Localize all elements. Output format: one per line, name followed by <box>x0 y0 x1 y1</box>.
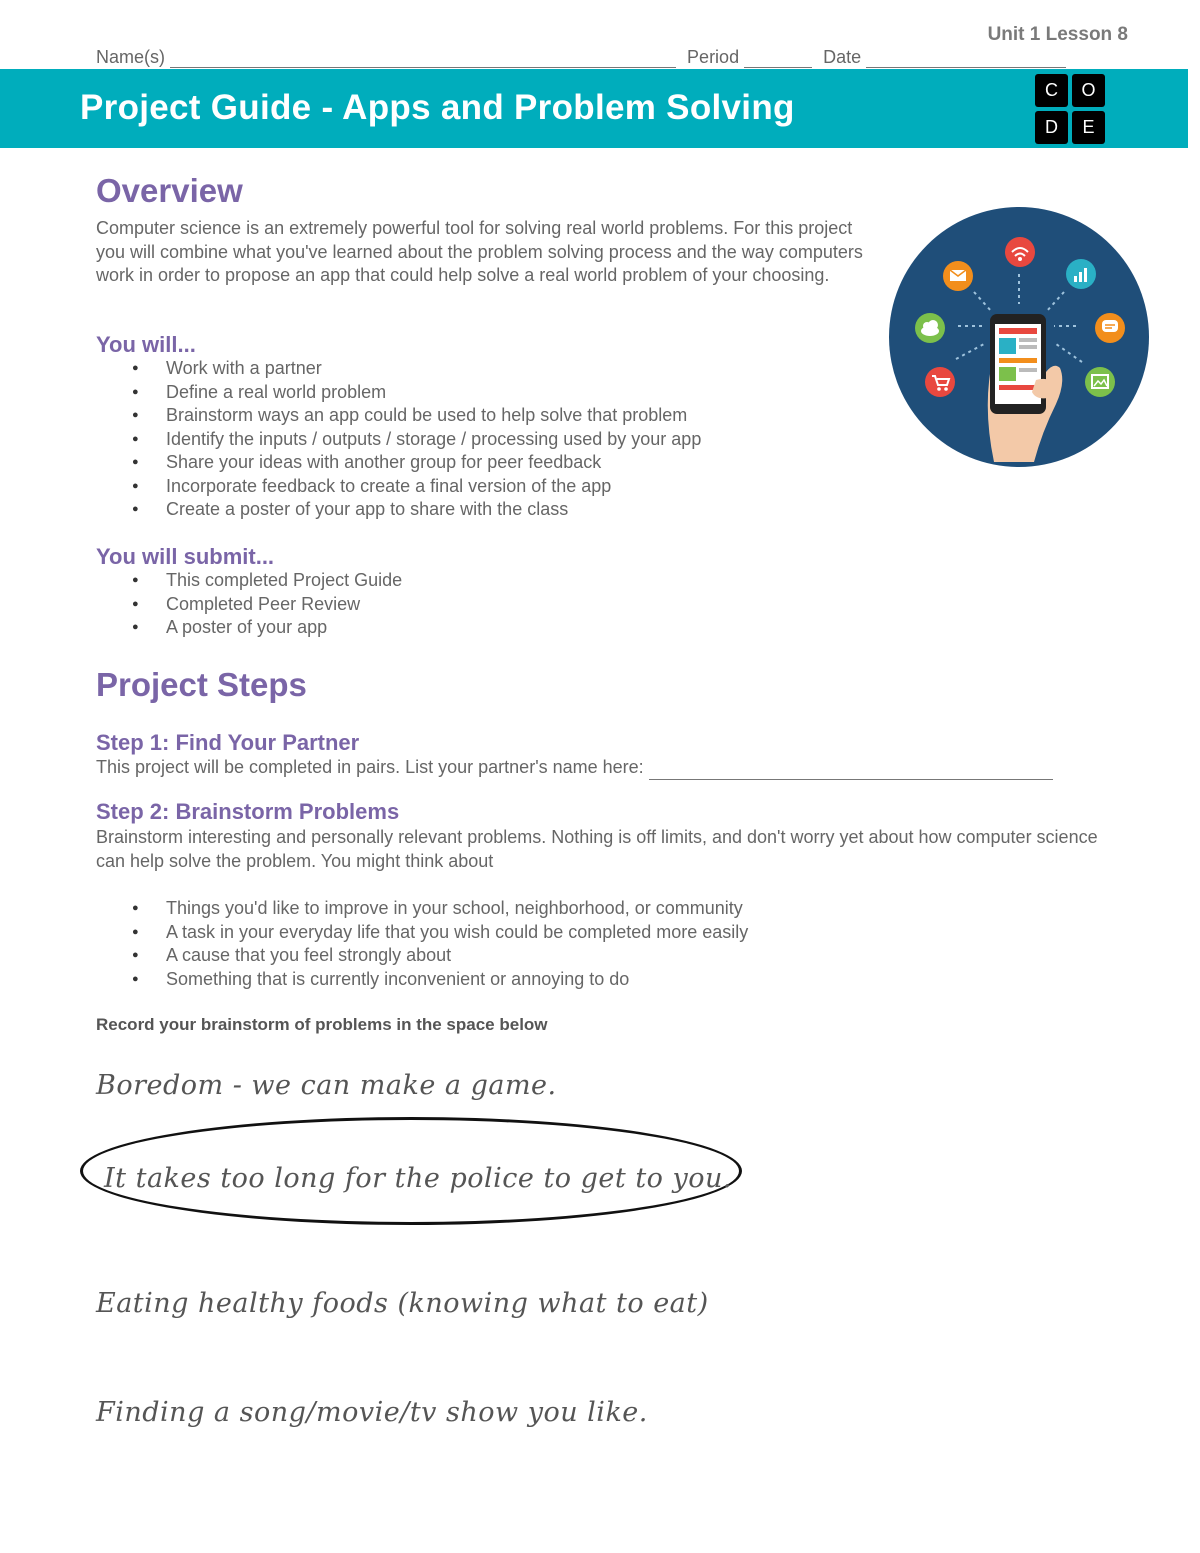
page-title: Project Guide - Apps and Problem Solving <box>80 88 795 127</box>
list-item: ● Share your ideas with another group for peer feedback <box>96 451 876 475</box>
submit-heading: You will submit... <box>96 544 275 569</box>
list-item: ● This completed Project Guide <box>96 569 876 593</box>
smartphone-icon <box>990 314 1046 414</box>
app-illustration <box>886 204 1152 470</box>
list-item: ● Brainstorm ways an app could be used to help solve that problem <box>96 404 876 428</box>
handwritten-line: It takes too long for the police to get to you. <box>104 1163 732 1194</box>
chat-icon <box>1095 313 1125 343</box>
handwritten-line: Eating healthy foods (knowing what to eat) <box>96 1288 709 1319</box>
list-item: ● A task in your everyday life that you wish could be completed more easily <box>96 921 876 945</box>
partner-name-field[interactable] <box>649 759 1053 780</box>
step1-text: This project will be completed in pairs. List your partner's name here: <box>96 757 644 777</box>
list-item: ● Something that is currently inconvenient or annoying to do <box>96 968 876 992</box>
record-label: Record your brainstorm of problems in the space below <box>96 1015 548 1034</box>
overview-text: Computer science is an extremely powerful tool for solving real world problems. For this project you will combine what you've learned about the problem solving process and the way computers work in order to propose an app that could help solve a real world problem of your choosing. <box>96 218 863 285</box>
list-item: ● A poster of your app <box>96 616 876 640</box>
step2-text: Brainstorm interesting and personally relevant problems. Nothing is off limits, and don't worry yet about how computer science can help solve the problem. You might think about <box>96 827 1098 871</box>
step1-heading: Step 1: Find Your Partner <box>96 730 360 755</box>
date-field[interactable] <box>866 47 1066 68</box>
list-item: ● Create a poster of your app to share with the class <box>96 498 876 522</box>
submit-list <box>96 569 876 640</box>
list-item: ● Things you'd like to improve in your school, neighborhood, or community <box>96 897 876 921</box>
you-will-heading: You will... <box>96 332 196 357</box>
mail-icon <box>943 261 973 291</box>
overview-heading: Overview <box>96 172 243 209</box>
logo-letter-o: O <box>1072 74 1105 107</box>
step2-heading: Step 2: Brainstorm Problems <box>96 799 400 824</box>
logo-letter-c: C <box>1035 74 1068 107</box>
wifi-icon <box>1005 237 1035 267</box>
step1-row <box>96 756 1106 780</box>
code-logo <box>1035 74 1105 144</box>
list-item: ● Completed Peer Review <box>96 593 876 617</box>
list-item: ● Incorporate feedback to create a final version of the app <box>96 475 876 499</box>
list-item: ● Identify the inputs / outputs / storage / processing used by your app <box>96 428 876 452</box>
handwritten-line: Boredom - we can make a game. <box>96 1070 557 1101</box>
name-label: Name(s) <box>96 47 166 67</box>
list-item: ● A cause that you feel strongly about <box>96 944 876 968</box>
image-icon <box>1085 367 1115 397</box>
handwritten-line: Finding a song/movie/tv show you like. <box>96 1397 648 1428</box>
chart-icon <box>1066 259 1096 289</box>
list-item: ● Work with a partner <box>96 357 876 381</box>
period-field[interactable] <box>744 47 812 68</box>
name-field[interactable] <box>170 47 676 68</box>
unit-lesson-label: Unit 1 Lesson 8 <box>987 24 1128 45</box>
cart-icon <box>925 367 955 397</box>
list-item: ● Define a real world problem <box>96 381 876 405</box>
cloud-icon <box>915 313 945 343</box>
step2-list <box>96 897 876 991</box>
logo-letter-e: E <box>1072 111 1105 144</box>
period-label: Period <box>687 47 740 67</box>
date-label: Date <box>823 47 862 67</box>
logo-letter-d: D <box>1035 111 1068 144</box>
project-steps-heading: Project Steps <box>96 666 307 703</box>
you-will-list <box>96 357 876 522</box>
header-fields <box>96 47 1066 68</box>
